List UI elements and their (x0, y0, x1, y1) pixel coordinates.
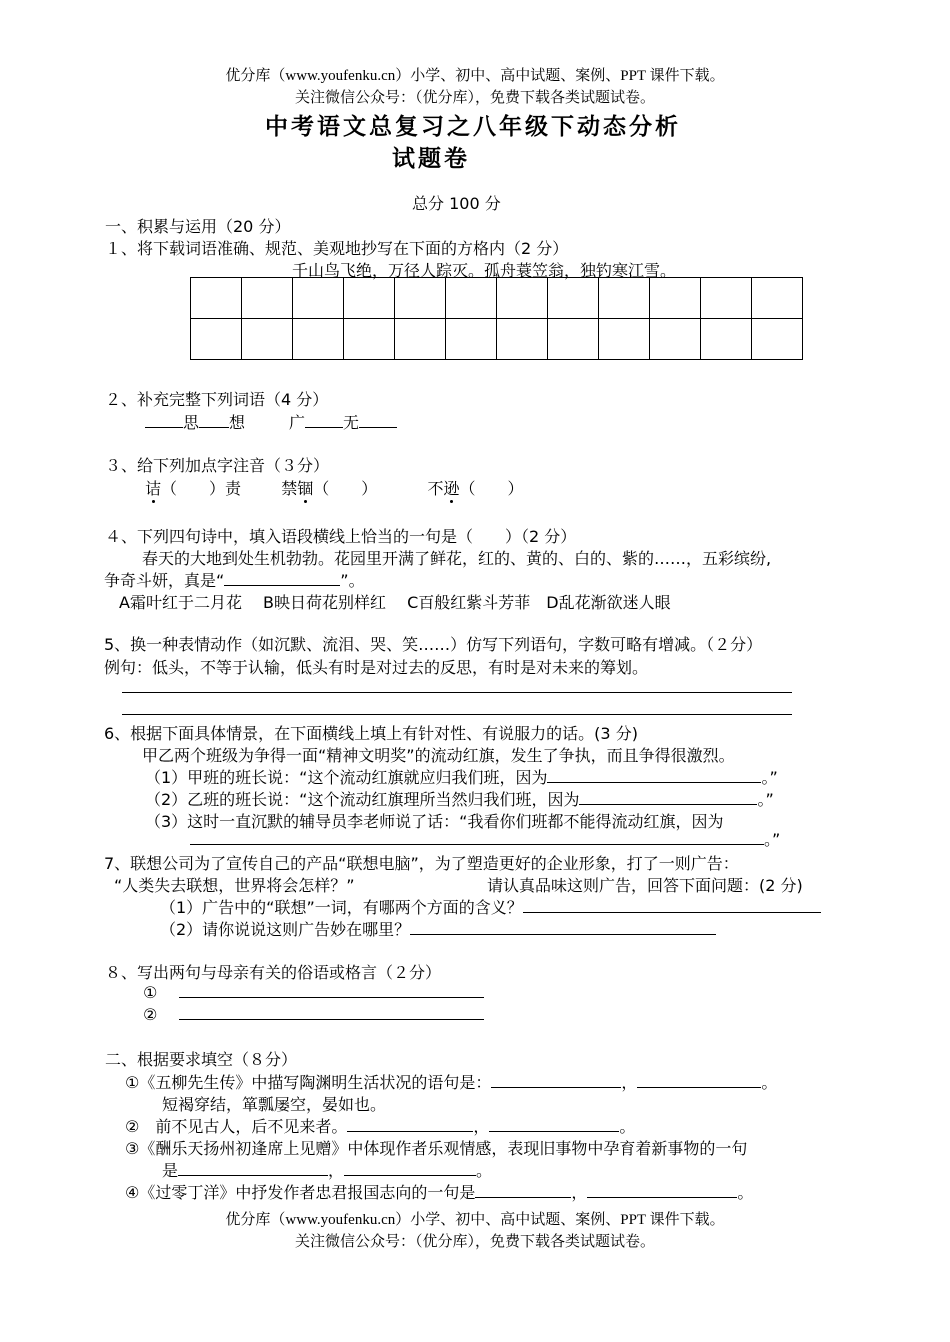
word-char: 禁 (281, 479, 298, 498)
copy-grid[interactable] (190, 277, 803, 360)
grid-cell[interactable] (344, 278, 395, 319)
grid-cell[interactable] (191, 278, 242, 319)
dotted-char: 诘 (145, 479, 162, 498)
header-line-2: 关注微信公众号：（优分库），免费下载各类试题试卷。 (294, 90, 655, 106)
grid-cell[interactable] (242, 278, 293, 319)
answer-blank[interactable] (190, 830, 764, 845)
section-2-item-1b: 短褐穿结，箪瓢屡空，晏如也。 (162, 1095, 387, 1114)
item-marker: ② (143, 1005, 158, 1024)
punct: 。 (737, 1183, 754, 1202)
question-6-prompt: 6、根据下面具体情景，在下面横线上填上有针对性、有说服力的话。(3 分) (104, 724, 638, 743)
section-2-item-4 (125, 1180, 753, 1203)
question-3-prompt: ３、给下列加点字注音（３分） (105, 456, 330, 475)
answer-line[interactable] (122, 692, 792, 693)
page-title: 中考语文总复习之八年级下动态分析 (265, 113, 681, 140)
total-score: 总分 100 分 (412, 194, 501, 213)
answer-blank[interactable] (523, 898, 821, 913)
header-line-1: 优分库（www.youfenku.cn）小学、初中、高中试题、案例、PPT 课件下载。 (225, 68, 725, 84)
answer-blank[interactable] (347, 1117, 473, 1132)
page-subtitle: 试题卷 (392, 145, 470, 172)
section-2-heading: 二、根据要求填空（８分） (105, 1050, 298, 1069)
grid-cell[interactable] (344, 319, 395, 360)
section-2-item-2 (125, 1114, 635, 1137)
question-6-item-1 (145, 765, 778, 788)
footer-line-1: 优分库（www.youfenku.cn）小学、初中、高中试题、案例、PPT 课件下载。 (225, 1212, 725, 1228)
section-2-item-1 (125, 1070, 777, 1093)
item-text: ①《五柳先生传》中描写陶渊明生活状况的语句是： (125, 1073, 492, 1092)
item-text: ④《过零丁洋》中抒发作者忠君报国志向的一句是 (125, 1183, 476, 1202)
punct: 。 (761, 1073, 778, 1092)
word-char: 不 (427, 479, 444, 498)
answer-blank[interactable] (305, 413, 343, 428)
question-2-prompt: ２、补充完整下列词语（4 分） (105, 390, 329, 409)
answer-blank[interactable] (179, 1005, 484, 1020)
item-text: ② 前不见古人，后不见来者。 (125, 1117, 348, 1136)
question-6-item-2 (145, 787, 774, 810)
question-8-line-2 (143, 1005, 484, 1024)
question-2-words (145, 410, 397, 433)
question-7-ad: “人类失去联想，世界将会怎样？” (114, 876, 355, 895)
question-7-sub-1 (160, 895, 821, 918)
question-6-item-3-line (190, 827, 780, 850)
dotted-char: 逊 (443, 479, 460, 498)
grid-cell[interactable] (497, 278, 548, 319)
answer-blank[interactable] (587, 1183, 737, 1198)
punct: 。 (619, 1117, 636, 1136)
answer-line[interactable] (122, 714, 792, 715)
answer-paren[interactable]: （ ） (313, 479, 378, 498)
question-4-passage-2 (104, 568, 365, 591)
item-text: （2）乙班的班长说：“这个流动红旗理所当然归我们班，因为 (145, 790, 580, 809)
question-7-sub-2 (160, 917, 716, 940)
question-5-example: 例句：低头，不等于认输，低头有时是对过去的反思，有时是对未来的筹划。 (104, 658, 649, 677)
question-1-poem: 千山鸟飞绝，万径人踪灭。孤舟蓑笠翁，独钓寒江雪。 (292, 261, 677, 280)
answer-blank[interactable] (491, 1073, 621, 1088)
question-6-scenario: 甲乙两个班级为争得一面“精神文明奖”的流动红旗，发生了争执，而且争得很激烈。 (142, 746, 735, 765)
question-4-passage-1: 春天的大地到处生机勃勃。花园里开满了鲜花，红的、黄的、白的、紫的……，五彩缤纷, (142, 549, 772, 568)
footer-line-2: 关注微信公众号：（优分库），免费下载各类试题试卷。 (294, 1234, 655, 1250)
word-char: 想 (229, 413, 246, 432)
passage-text: 争奇斗妍，真是“ (104, 571, 225, 590)
answer-blank[interactable] (637, 1073, 761, 1088)
answer-blank[interactable] (178, 1161, 328, 1176)
grid-cell[interactable] (548, 278, 599, 319)
grid-cell[interactable] (548, 319, 599, 360)
grid-cell[interactable] (446, 278, 497, 319)
grid-cell[interactable] (752, 278, 803, 319)
question-8-line-1 (143, 983, 484, 1002)
question-7-prompt: 7、联想公司为了宣传自己的产品“联想电脑”，为了塑造更好的企业形象，打了一则广告： (104, 854, 739, 873)
answer-blank[interactable] (579, 790, 757, 805)
section-2-item-3b (162, 1158, 492, 1181)
punct: ， (328, 1161, 345, 1180)
answer-blank[interactable] (199, 413, 229, 428)
answer-paren[interactable]: （ ） (161, 479, 226, 498)
question-3-items (145, 476, 524, 499)
punct: ， (571, 1183, 588, 1202)
grid-cell[interactable] (599, 319, 650, 360)
grid-cell[interactable] (191, 319, 242, 360)
question-5-prompt: 5、换一种表情动作（如沉默、流泪、哭、笑……）仿写下列语句，字数可略有增减。（２分） (104, 635, 763, 654)
question-6-item-3: （3）这时一直沉默的辅导员李老师说了话：“我看你们班都不能得流动红旗，因为 (145, 812, 724, 831)
grid-cell[interactable] (752, 319, 803, 360)
word-char: 无 (343, 413, 360, 432)
question-4-options: A霜叶红于二月花 B映日荷花别样红 C百般红紫斗芳菲 D乱花渐欲迷人眼 (119, 593, 671, 612)
grid-row (191, 319, 803, 360)
answer-paren[interactable]: （ ） (459, 479, 524, 498)
answer-blank[interactable] (489, 1117, 619, 1132)
section-1-heading: 一、积累与运用（20 分） (105, 217, 291, 236)
grid-cell[interactable] (650, 278, 701, 319)
item-text: （1）甲班的班长说：“这个流动红旗就应归我们班，因为 (145, 768, 548, 787)
grid-cell[interactable] (497, 319, 548, 360)
passage-text: ”。 (340, 571, 365, 590)
grid-cell[interactable] (395, 319, 446, 360)
punct: ， (621, 1073, 638, 1092)
answer-blank[interactable] (475, 1183, 571, 1198)
word-char: 责 (225, 479, 242, 498)
question-8-prompt: ８、写出两句与母亲有关的俗语或格言（２分） (105, 963, 442, 982)
grid-cell[interactable] (293, 278, 344, 319)
word-char: 广 (289, 413, 306, 432)
question-4-prompt: ４、下列四句诗中，填入语段横线上恰当的一句是（ ）（2 分） (105, 527, 577, 546)
grid-cell[interactable] (395, 278, 446, 319)
grid-cell[interactable] (701, 319, 752, 360)
grid-cell[interactable] (599, 278, 650, 319)
answer-blank[interactable] (359, 413, 397, 428)
answer-blank[interactable] (224, 571, 340, 586)
answer-blank[interactable] (344, 1161, 476, 1176)
dotted-char: 锢 (297, 479, 314, 498)
grid-cell[interactable] (446, 319, 497, 360)
item-end: 。” (764, 830, 781, 849)
punct: ， (473, 1117, 490, 1136)
answer-blank[interactable] (145, 413, 183, 428)
section-2-item-3: ③《酬乐天扬州初逢席上见赠》中体现作者乐观情感，表现旧事物中孕育着新事物的一句 (125, 1139, 748, 1158)
item-marker: ① (143, 983, 158, 1002)
answer-blank[interactable] (547, 768, 761, 783)
grid-cell[interactable] (293, 319, 344, 360)
item-text: （2）请你说说这则广告妙在哪里？ (160, 920, 411, 939)
grid-row (191, 278, 803, 319)
item-text: 是 (162, 1161, 179, 1180)
word-char: 思 (183, 413, 200, 432)
grid-cell[interactable] (650, 319, 701, 360)
question-7-instruction: 请认真品味这则广告，回答下面问题：(2 分) (487, 876, 803, 895)
answer-blank[interactable] (410, 920, 716, 935)
grid-cell[interactable] (242, 319, 293, 360)
question-1-prompt: １、将下载词语准确、规范、美观地抄写在下面的方格内（2 分） (105, 239, 569, 258)
punct: 。 (476, 1161, 493, 1180)
answer-blank[interactable] (179, 983, 484, 998)
item-end: 。” (757, 790, 774, 809)
item-end: 。” (761, 768, 778, 787)
item-text: （1）广告中的“联想”一词，有哪两个方面的含义？ (160, 898, 523, 917)
grid-cell[interactable] (701, 278, 752, 319)
